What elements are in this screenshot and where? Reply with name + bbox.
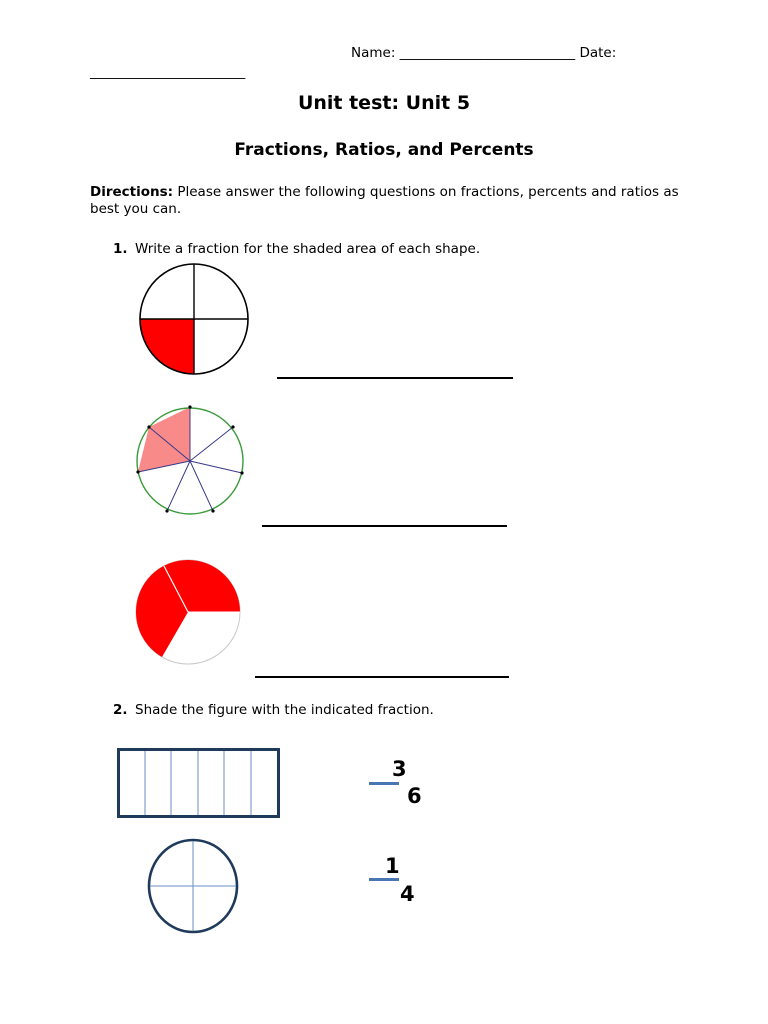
fraction-circle-thirds — [135, 558, 241, 666]
directions-text: Please answer the following questions on fractions, percents and ratios as best you can. — [90, 184, 679, 217]
rectangle-sixths[interactable] — [117, 748, 280, 818]
fraction-a-numerator: 3 — [392, 757, 407, 781]
question-2-number: 2. — [113, 702, 128, 718]
question-1 — [113, 241, 480, 257]
name-date-line: Name: __________________________ Date: — [351, 45, 617, 61]
fraction-circle-sevenths — [136, 404, 246, 519]
fraction-b-denominator: 4 — [400, 882, 415, 906]
circle-quarters-to-shade[interactable] — [147, 838, 239, 934]
fraction-a-bar — [369, 782, 399, 785]
question-2 — [113, 702, 434, 718]
question-1-number: 1. — [113, 241, 128, 257]
date-blank: _______________________ — [90, 64, 246, 80]
answer-line-3[interactable] — [255, 676, 509, 678]
fraction-a-denominator: 6 — [407, 784, 422, 808]
fraction-b-numerator: 1 — [385, 854, 400, 878]
answer-line-2[interactable] — [262, 525, 507, 527]
question-2-text: Shade the figure with the indicated fraction. — [135, 702, 434, 718]
page-title: Unit test: Unit 5 — [297, 92, 471, 114]
shaded-sector — [140, 319, 194, 374]
fraction-b-bar — [369, 878, 399, 881]
question-1-text: Write a fraction for the shaded area of each shape. — [135, 241, 481, 257]
answer-line-1[interactable] — [277, 377, 513, 379]
directions-label: Directions: — [90, 184, 174, 200]
page-subtitle: Fractions, Ratios, and Percents — [234, 140, 534, 160]
directions — [90, 184, 690, 218]
fraction-circle-quarters — [139, 263, 249, 375]
